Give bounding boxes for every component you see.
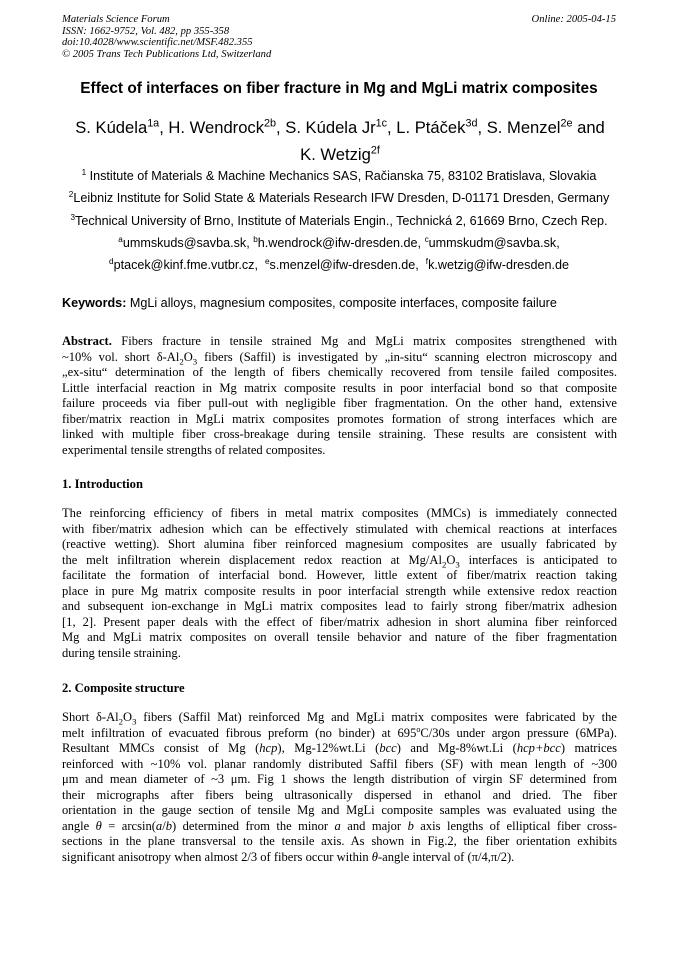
email-address: ummskudm@savba.sk,: [428, 235, 560, 250]
author-affiliation-mark: 1a: [147, 117, 160, 130]
keywords: [62, 296, 557, 310]
text-segment: „ex-situ“ determination of the length of fibers chemically recovered from tensile failed composites.: [62, 365, 617, 379]
text-line: [62, 365, 617, 381]
affiliations: [30, 165, 648, 276]
affiliation-text: Technical University of Brno, Institute of Materials Engin., Technická 2, 61669 Brno, Czech Rep.: [75, 213, 608, 228]
text-line: [62, 788, 617, 804]
text-segment: the melt infiltration wherein displacement redox reaction at Mg/Al: [62, 552, 442, 567]
text-line: [62, 412, 617, 428]
text-line: [62, 522, 617, 538]
text-segment: during tensile straining.: [62, 645, 181, 660]
author-affiliation-mark: 2f: [370, 144, 380, 157]
text-segment: reinforced with ~10% vol. planar randomly distributed Saffil fibers (SF) with mean length of ~300: [62, 756, 617, 771]
text-line: [62, 334, 617, 350]
issn-line: ISSN: 1662-9752, Vol. 482, pp 355-358: [62, 25, 230, 37]
text-line: [62, 396, 617, 412]
text-segment: melt infiltration of evacuated fibrous preform (no binder) at 695: [62, 725, 417, 740]
author-separator: and: [572, 118, 605, 137]
keywords-label: Keywords:: [62, 296, 127, 310]
text-segment: angle: [62, 818, 96, 833]
affiliation: [30, 165, 648, 187]
text-line: [62, 850, 617, 866]
text-line: [62, 757, 617, 773]
author-name: S. Kúdela: [75, 118, 148, 137]
email-line: [30, 254, 648, 276]
text-segment: μm and mean diameter of ~3 μm. Fig 1 shows the length distribution of virgin SF determined from: [62, 772, 617, 786]
text-segment: ~10% vol. short δ-Al: [62, 349, 180, 364]
affiliation-mark: 3: [70, 212, 76, 222]
text-segment: o: [416, 724, 421, 734]
text-segment: 2: [179, 356, 184, 366]
author-separator: ,: [387, 118, 397, 137]
author-name: S. Kúdela Jr: [285, 118, 376, 137]
text-segment: -angle interval of (π/4,π/2).: [377, 849, 515, 864]
email-address: ptacek@kinf.fme.vutbr.cz,: [113, 258, 265, 273]
text-line: [62, 506, 617, 522]
text-segment: their micrographs after fibers being ultrasonically dispersed in ethanol and dried. The fiber: [62, 787, 617, 802]
author-affiliation-mark: 1c: [375, 117, 388, 130]
author-name: K. Wetzig: [300, 145, 371, 164]
text-segment: θ: [95, 818, 102, 833]
section-heading: 2. Composite structure: [62, 681, 185, 695]
affiliation: [30, 187, 648, 209]
text-segment: The reinforcing efficiency of fibers in metal matrix composites (MMCs) is immediately connected: [62, 506, 617, 520]
text-line: [62, 803, 617, 819]
author-name: H. Wendrock: [168, 118, 265, 137]
text-segment: [1, 2]. Present paper deals with the effect of fiber/matrix adhesion in short alumina fiber reinforced: [62, 614, 617, 629]
email-address: s.menzel@ifw-dresden.de,: [269, 258, 426, 273]
text-segment: θ: [371, 849, 378, 864]
affiliation-mark: 1: [81, 167, 87, 177]
email-address: ummskuds@savba.sk,: [122, 235, 254, 250]
text-line: [62, 741, 617, 757]
author-name: L. Ptáček: [396, 118, 466, 137]
author-affiliation-mark: 3d: [465, 117, 478, 130]
text-line: [62, 819, 617, 835]
author-separator: ,: [477, 118, 487, 137]
text-segment: ), Mg-12%wt.Li (: [277, 741, 380, 755]
text-segment: hcp+bcc: [516, 741, 561, 755]
text-line: [62, 834, 617, 850]
text-line: [62, 427, 617, 443]
keywords-text: MgLi alloys, magnesium composites, composite interfaces, composite failure: [126, 296, 557, 310]
affiliation-text: Leibniz Institute for Solid State & Materials Research IFW Dresden, D-01171 Dresden, Germany: [73, 191, 610, 206]
text-segment: O: [123, 710, 133, 724]
text-line: [62, 615, 617, 631]
affiliation-text: Institute of Materials & Machine Mechanics SAS, Račianska 75, 83102 Bratislava, Slovakia: [86, 169, 597, 183]
text-segment: Resultant MMCs consist of Mg (: [62, 741, 260, 755]
text-segment: a: [334, 818, 341, 833]
author-separator: ,: [276, 118, 286, 137]
text-segment: a: [155, 818, 163, 833]
text-line: [62, 568, 617, 584]
affiliation-mark: 2: [68, 190, 74, 200]
text-segment: linked with multiple fiber cross-breakage during tensile straining. These results are consistent with: [62, 427, 617, 441]
email-mark: c: [424, 234, 429, 244]
email-mark: a: [118, 234, 123, 244]
author-affiliation-mark: 2e: [560, 117, 573, 130]
text-segment: fiber/matrix reaction in MgLi matrix composites promotes formation of strong interfaces which are: [62, 411, 617, 426]
section-heading: 1. Introduction: [62, 477, 143, 491]
text-segment: with fiber/matrix adhesion which can be effectively stimulated with chemical reactions at interfaces: [62, 521, 617, 536]
text-line: [62, 443, 617, 459]
text-line: [62, 710, 617, 726]
email-address: k.wetzig@ifw-dresden.de: [428, 258, 569, 273]
text-segment: ) and Mg-8%wt.Li (: [396, 741, 517, 755]
paper-title: Effect of interfaces on fiber fracture in Mg and MgLi matrix composites: [80, 80, 598, 97]
text-line: [62, 630, 617, 646]
email-mark: f: [425, 257, 429, 266]
composite-structure-text: [62, 710, 617, 865]
text-line: [62, 646, 617, 662]
text-segment: (reactive wetting). Short alumina fiber reinforced magnesium composites are usually fabricated by: [62, 537, 617, 551]
text-segment: Short δ-Al: [62, 710, 119, 724]
text-segment: O: [183, 349, 193, 364]
introduction-text: [62, 506, 617, 661]
text-segment: sections in the plane transversal to the tensile axis. As shown in Fig.2, the fiber orientation exhibits: [62, 834, 617, 848]
online-date: Online: 2005-04-15: [531, 14, 616, 25]
text-segment: orientation in the gauge section of tensile Mg and MgLi composite samples was evaluated using the: [62, 803, 617, 817]
text-line: [62, 772, 617, 788]
text-segment: Abstract.: [62, 334, 112, 348]
doi-line: doi:10.4028/www.scientific.net/MSF.482.355: [62, 37, 253, 49]
email-mark: b: [253, 234, 258, 244]
email-mark: d: [109, 257, 114, 266]
text-line: [62, 350, 617, 366]
journal-header: [62, 14, 271, 60]
text-segment: significant anisotropy when almost 2/3 of fibers occur within: [62, 849, 372, 864]
text-segment: 3: [455, 559, 460, 569]
text-segment: ) determined from the minor: [171, 818, 335, 833]
text-line: [62, 553, 617, 569]
text-segment: ) matrices: [560, 741, 617, 755]
author-separator: ,: [159, 118, 169, 137]
text-segment: failure proceeds via fiber pull-out with negligible fiber fragmentation. On the other hand, extensive: [62, 396, 617, 410]
text-line: [62, 381, 617, 397]
journal-name: Materials Science Forum: [62, 14, 170, 25]
text-segment: and subsequent ion-exchange in MgLi matrix composites lead to fairly strong fiber/matrix adhesion: [62, 599, 617, 613]
text-line: [62, 537, 617, 553]
text-segment: Little interfacial reaction in Mg matrix composite results in poor interfacial bond so that composite: [62, 380, 617, 395]
author-list: [40, 114, 640, 168]
text-segment: = arcsin(: [101, 818, 156, 833]
text-segment: /: [162, 818, 166, 833]
text-segment: b: [165, 818, 172, 833]
text-line: [62, 599, 617, 615]
author-affiliation-mark: 2b: [264, 117, 277, 130]
text-segment: experimental tensile strengths of related composites.: [62, 442, 326, 457]
email-mark: e: [264, 257, 270, 266]
text-line: [62, 584, 617, 600]
email-address: h.wendrock@ifw-dresden.de,: [257, 235, 425, 250]
text-segment: hcp: [259, 741, 278, 755]
copyright-line: © 2005 Trans Tech Publications Ltd, Switzerland: [62, 48, 272, 60]
abstract: [62, 334, 617, 458]
text-segment: 2: [441, 559, 447, 569]
text-segment: fibers (Saffil) is investigated by „in-situ“ scanning electron microscopy and: [197, 349, 617, 364]
text-segment: place in pure Mg matrix composite results in poor interfacial strength while extensive redox reaction: [62, 583, 617, 598]
text-segment: axis lengths of elliptical fiber cross-: [413, 818, 617, 833]
text-segment: C/30s under argon pressure (6MPa).: [420, 725, 617, 740]
text-segment: and major: [340, 818, 408, 833]
text-segment: facilitate the formation of interfacial bond. However, little extent of fiber/matrix reaction taking: [62, 568, 617, 582]
author-name: S. Menzel: [486, 118, 561, 137]
text-segment: 3: [192, 356, 198, 366]
text-segment: fibers (Saffil Mat) reinforced Mg and MgLi matrix composites were fabricated by the: [136, 710, 618, 724]
text-segment: Fibers fracture in tensile strained Mg and MgLi matrix composites strengthened with: [111, 334, 617, 348]
text-segment: 2: [118, 716, 124, 727]
text-segment: 3: [132, 716, 137, 727]
email-line: [30, 232, 648, 254]
text-segment: O: [446, 552, 456, 567]
text-segment: Mg and MgLi matrix composites on overall tensile behavior and nature of the fiber fragmentation: [62, 630, 617, 644]
text-segment: bcc: [379, 741, 397, 755]
text-line: [62, 726, 617, 742]
affiliation: [30, 210, 648, 232]
text-segment: interfaces is anticipated to: [459, 552, 617, 567]
text-segment: b: [407, 818, 414, 833]
